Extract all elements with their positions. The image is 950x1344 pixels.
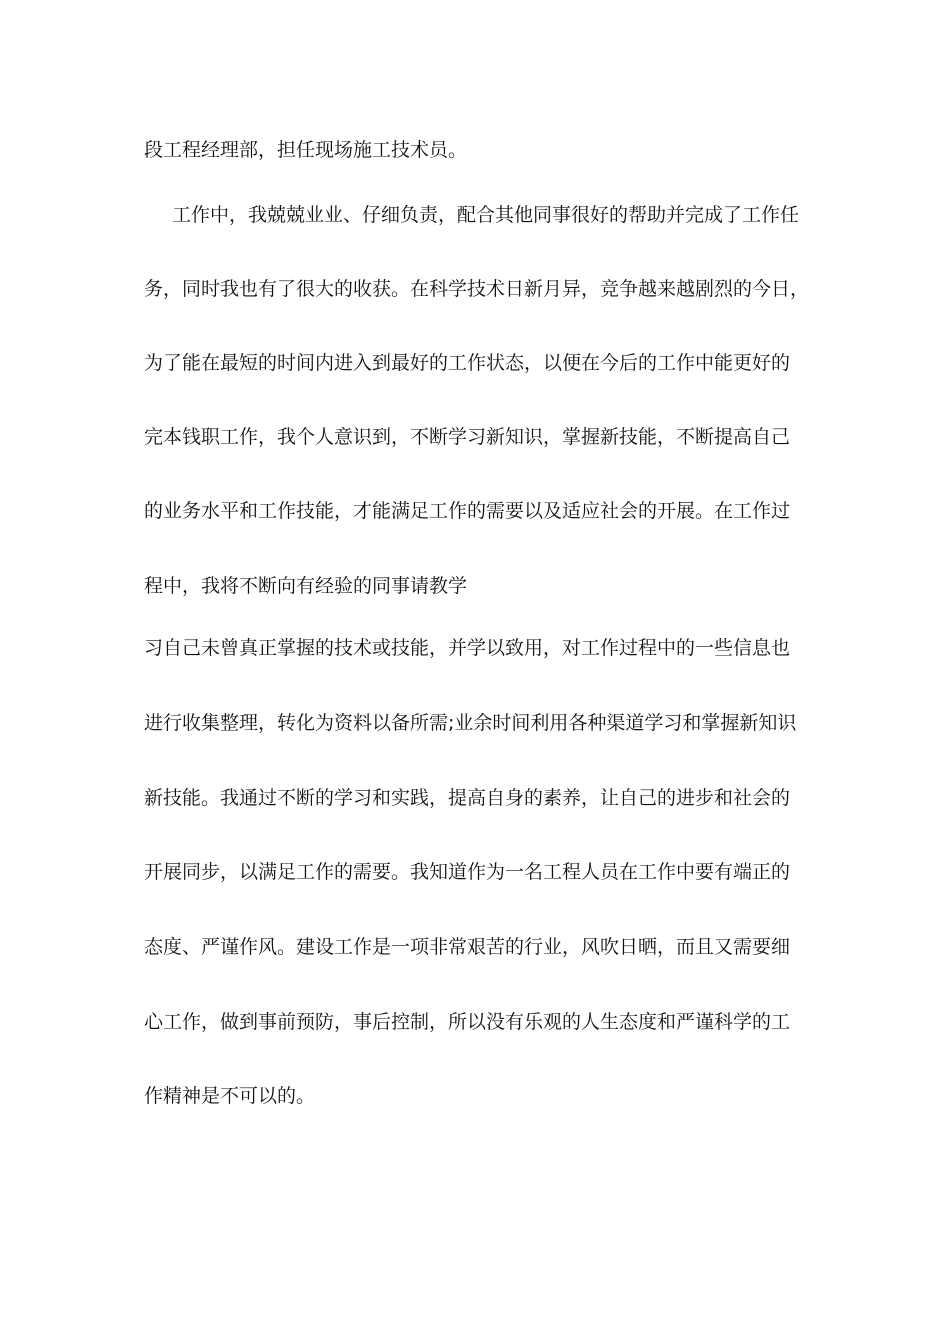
text-line-9: 进行收集整理，转化为资料以备所需;业余时间利用各种渠道学习和掌握新知识: [144, 712, 797, 734]
text-line-13: 心工作，做到事前预防，事后控制，所以没有乐观的人生态度和严谨科学的工: [144, 1011, 791, 1033]
text-line-8: 习自己未曾真正掌握的技术或技能，并学以致用，对工作过程中的一些信息也: [144, 637, 791, 659]
text-line-11: 开展同步，以满足工作的需要。我知道作为一名工程人员在工作中要有端正的: [144, 861, 791, 883]
text-line-3: 务，同时我也有了很大的收获。在科学技术日新月异，竞争越来越剧烈的今日，: [144, 278, 810, 300]
text-line-2: 工作中，我兢兢业业、仔细负责，配合其他同事很好的帮助并完成了工作任: [172, 204, 800, 226]
text-line-6: 的业务水平和工作技能，才能满足工作的需要以及适应社会的开展。在工作过: [144, 500, 791, 522]
text-line-1: 段工程经理部，担任现场施工技术员。: [144, 139, 468, 161]
text-line-10: 新技能。我通过不断的学习和实践，提高自身的素养，让自己的进步和社会的: [144, 787, 791, 809]
text-line-7: 程中，我将不断向有经验的同事请教学: [144, 575, 468, 597]
text-line-5: 完本钱职工作，我个人意识到，不断学习新知识，掌握新技能，不断提高自己: [144, 426, 791, 448]
text-line-12: 态度、严谨作风。建设工作是一项非常艰苦的行业，风吹日晒，而且又需要细: [144, 936, 791, 958]
text-line-14: 作精神是不可以的。: [144, 1085, 316, 1107]
text-line-4: 为了能在最短的时间内进入到最好的工作状态，以便在今后的工作中能更好的: [144, 352, 791, 374]
